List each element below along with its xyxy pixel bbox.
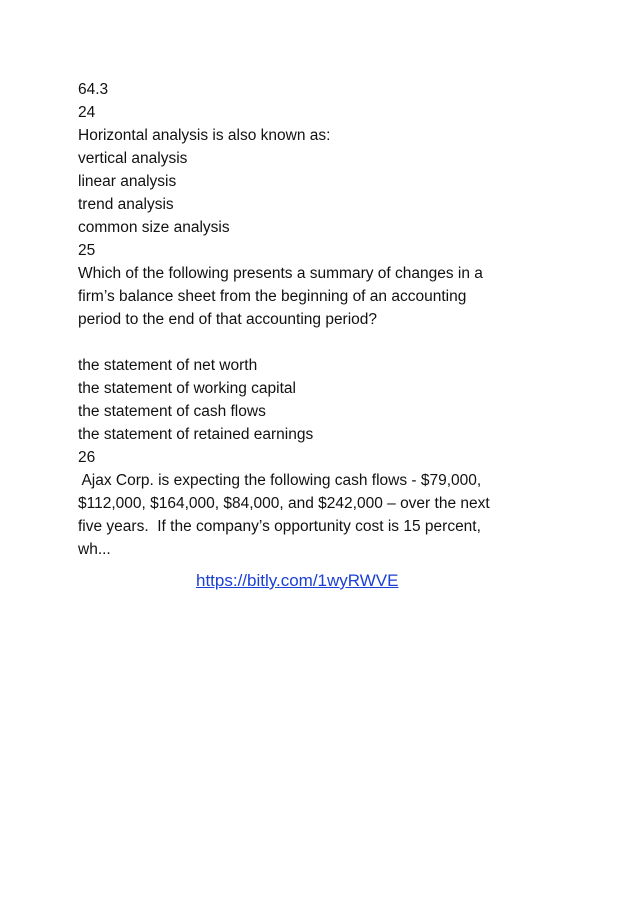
question-text: wh... bbox=[78, 541, 111, 558]
question-number: 64.3 bbox=[78, 81, 109, 98]
answer-option: trend analysis bbox=[78, 196, 174, 213]
question-text: five years. If the company’s opportunity cost is 15 percent, bbox=[78, 518, 481, 535]
answer-option: vertical analysis bbox=[78, 150, 188, 167]
question-text: Which of the following presents a summary of changes in a bbox=[78, 265, 483, 282]
answer-option: the statement of retained earnings bbox=[78, 426, 314, 443]
bitly-link[interactable]: https://bitly.com/1wyRWVE bbox=[196, 571, 399, 590]
question-text: Horizontal analysis is also known as: bbox=[78, 127, 331, 144]
answer-option: the statement of working capital bbox=[78, 380, 296, 397]
question-number: 24 bbox=[78, 104, 96, 121]
question-text: Ajax Corp. is expecting the following cash flows - $79,000, bbox=[78, 472, 482, 489]
question-text: firm’s balance sheet from the beginning of an accounting bbox=[78, 288, 467, 305]
answer-option: the statement of net worth bbox=[78, 357, 258, 374]
blank-line bbox=[78, 331, 578, 354]
question-text: $112,000, $164,000, $84,000, and $242,000 – over the next bbox=[78, 495, 490, 512]
document-body bbox=[78, 78, 578, 593]
question-number: 26 bbox=[78, 449, 96, 466]
question-number: 25 bbox=[78, 242, 96, 259]
answer-option: the statement of cash flows bbox=[78, 403, 266, 420]
link-container bbox=[78, 569, 578, 593]
question-text: period to the end of that accounting period? bbox=[78, 311, 378, 328]
answer-option: common size analysis bbox=[78, 219, 230, 236]
answer-option: linear analysis bbox=[78, 173, 177, 190]
